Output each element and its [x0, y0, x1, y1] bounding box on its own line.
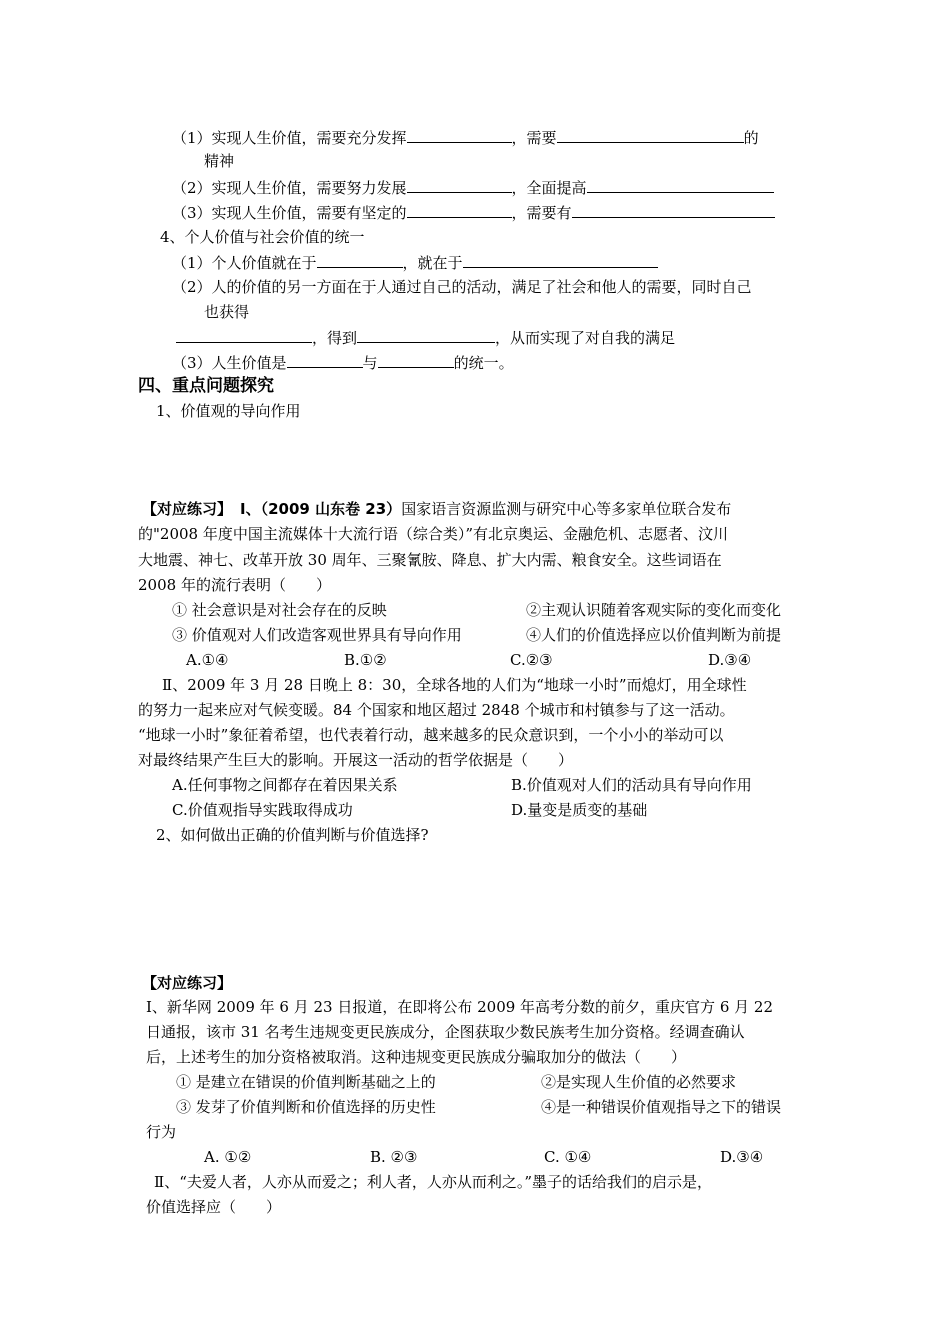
choice-a[interactable]: A. ①② [204, 1148, 252, 1166]
choice-a[interactable]: A.①④ [186, 651, 229, 669]
choice-b[interactable]: B.价值观对人们的活动具有导向作用 [511, 776, 752, 794]
blank[interactable] [378, 351, 454, 368]
exercise-2-line2: 的努力一起来应对气候变暖。84 个国家和地区超过 2848 个城市和村镇参与了这一活动。 [138, 701, 735, 719]
option-2: ②是实现人生价值的必然要求 [541, 1073, 737, 1091]
option-1: ① 社会意识是对社会存在的反映 [172, 601, 387, 619]
exercise-3-line1: Ⅰ、新华网 2009 年 6 月 23 日报道，在即将公布 2009 年高考分数的前夕，重庆官方 6 月 22 [146, 998, 773, 1016]
item-4-1: （1）个人价值就在于 ，就在于 [172, 251, 658, 274]
option-3: ③ 发芽了价值判断和价值选择的历史性 [176, 1098, 436, 1116]
choice-c[interactable]: C.价值观指导实践取得成功 [172, 801, 353, 819]
exercise-2-line3: “地球一小时”象征着希望，也代表着行动，越来越多的民众意识到，一个小小的举动可以 [138, 726, 724, 744]
blank[interactable] [287, 351, 363, 368]
exercise-1-line2: 的"2008 年度中国主流媒体十大流行语（综合类）”有北京奥运、金融危机、志愿者、汶川 [138, 525, 729, 543]
question-2: 2、如何做出正确的价值判断与价值选择? [156, 826, 429, 844]
option-2: ②主观认识随着客观实际的变化而变化 [526, 601, 782, 619]
exercise-label: 【对应练习】 [142, 500, 233, 518]
blank[interactable] [176, 326, 312, 343]
blank[interactable] [463, 251, 658, 268]
exercise-3-line2: 日通报，该市 31 名考生违规变更民族成分，企图获取少数民族考生加分资格。经调查确认 [146, 1023, 745, 1041]
item-4-2-line1: （2）人的价值的另一方面在于人通过自己的活动，满足了社会和他人的需要，同时自己 [172, 278, 752, 296]
blank[interactable] [557, 126, 744, 143]
blank[interactable] [407, 176, 512, 193]
exercise-1-line1: 【对应练习】 Ⅰ、（2009 山东卷 23）国家语言资源监测与研究中心等多家单位联合发布 [142, 500, 732, 518]
option-4: ④是一种错误价值观指导之下的错误 [541, 1098, 782, 1116]
item-3-3: （3）实现人生价值，需要有坚定的 ，需要有 [172, 201, 775, 224]
exercise-2-line1: Ⅱ、2009 年 3 月 28 日晚上 8：30，全球各地的人们为“地球一小时”而熄灯，用全球性 [162, 676, 747, 694]
option-3: ③ 价值观对人们改造客观世界具有导向作用 [172, 626, 462, 644]
exercise-1-line3: 大地震、神七、改革开放 30 周年、三聚氰胺、降息、扩大内需、粮食安全。这些词语在 [138, 551, 722, 569]
question-1: 1、价值观的导向作用 [156, 402, 301, 420]
choice-b[interactable]: B. ②③ [370, 1148, 418, 1166]
blank[interactable] [572, 201, 775, 218]
item-3-1-line1: （1）实现人生价值，需要充分发挥 ，需要 的 [172, 126, 759, 149]
exercise-4-line2: 价值选择应（ ） [146, 1198, 282, 1216]
choice-d[interactable]: D.③④ [720, 1148, 764, 1166]
item-4-3: （3）人生价值是 与 的统一。 [172, 351, 514, 374]
heading-4: 4、个人价值与社会价值的统一 [160, 228, 365, 246]
exercise-2-line4: 对最终结果产生巨大的影响。开展这一活动的哲学依据是（ ） [138, 751, 574, 769]
choice-d[interactable]: D.③④ [708, 651, 752, 669]
option-4: ④人们的价值选择应以价值判断为前提 [526, 626, 782, 644]
choice-c[interactable]: C.②③ [510, 651, 553, 669]
blank[interactable] [357, 326, 495, 343]
choice-b[interactable]: B.①② [344, 651, 387, 669]
exercise-label: 【对应练习】 [142, 974, 233, 992]
choice-d[interactable]: D.量变是质变的基础 [511, 801, 648, 819]
option-4-cont: 行为 [146, 1123, 177, 1141]
item-4-2-line2: 也获得 [204, 303, 250, 321]
section-title: 四、重点问题探究 [138, 376, 274, 396]
option-1: ① 是建立在错误的价值判断基础之上的 [176, 1073, 436, 1091]
item-4-2-line3: ，得到 ，从而实现了对自我的满足 [176, 326, 675, 349]
blank[interactable] [407, 126, 512, 143]
blank[interactable] [587, 176, 774, 193]
exercise-3-line3: 后，上述考生的加分资格被取消。这种违规变更民族成分骗取加分的做法（ ） [146, 1048, 687, 1066]
item-3-1-line2: 精神 [204, 152, 235, 170]
choice-c[interactable]: C. ①④ [544, 1148, 592, 1166]
choice-a[interactable]: A.任何事物之间都存在着因果关系 [172, 776, 398, 794]
blank[interactable] [317, 251, 403, 268]
exercise-1-line4: 2008 年的流行表明（ ） [138, 576, 331, 594]
item-3-2: （2）实现人生价值，需要努力发展 ，全面提高 [172, 176, 774, 199]
blank[interactable] [407, 201, 512, 218]
exercise-4-line1: Ⅱ、“夫爱人者，人亦从而爱之；利人者，人亦从而利之。”墨子的话给我们的启示是， [154, 1173, 713, 1191]
